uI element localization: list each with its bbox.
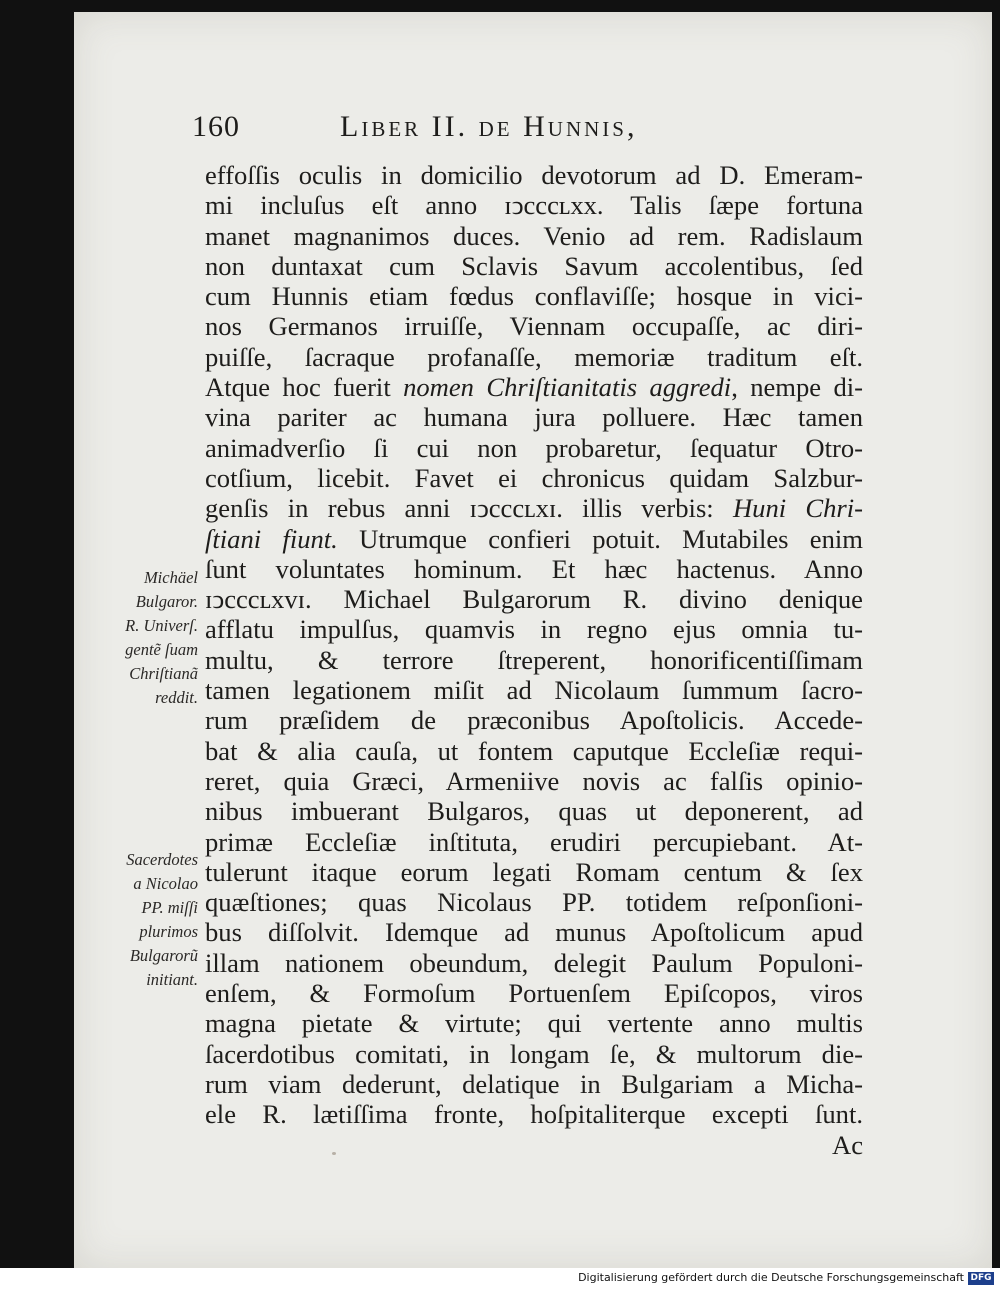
text-line: non duntaxat cum Sclavis Savum accolentibus, ſed [205, 250, 863, 281]
text-line: rum præſidem de præconibus Apoſtolicis. Accede- [205, 705, 863, 736]
italic-phrase: nomen Chriſtianitatis aggredi [403, 372, 732, 403]
text-line: primæ Eccleſiæ inſtituta, erudiri percupiebant. At- [205, 826, 863, 857]
text-line: illam nationem obeundum, delegit Paulum Populoni- [205, 947, 863, 978]
margin-note-line: Chriſtianã [129, 664, 198, 683]
text-line: Ac [831, 1129, 863, 1160]
italic-phrase: ſtiani fiunt. [205, 523, 338, 554]
text-line: ſunt voluntates hominum. Et hæc hactenus. Anno [205, 553, 863, 584]
running-title: Liber II. de Hunnis, [340, 110, 638, 143]
margin-note-michael [98, 566, 198, 710]
text-line: cotſium, licebit. Favet ei chronicus quidam Salzbur- [205, 462, 863, 493]
italic-phrase: Huni Chri- [732, 493, 863, 524]
text-line: tulerunt itaque eorum legati Romam centum & ſex [205, 856, 863, 887]
text-line: ɪↄcccʟxvɪ. Michael Bulgarorum R. divino denique [205, 584, 863, 615]
margin-note-line: R. Univerſ. [125, 616, 198, 635]
text-line: bat & alia cauſa, ut fontem caputque Eccleſiæ requi- [205, 735, 863, 766]
text-line: animadverſio ſi cui non probaretur, ſequatur Otro- [205, 432, 863, 463]
margin-note-line: reddit. [155, 688, 198, 707]
text-line: tamen legationem miſit ad Nicolaum ſummum ſacro- [205, 675, 863, 706]
body-text [205, 160, 863, 1160]
margin-note-line: Sacerdotes [126, 850, 198, 869]
text-line: effoſſis oculis in domicilio devotorum ad D. Emeram- [205, 160, 863, 190]
text-line: manet magnanimos duces. Venio ad rem. Radislaum [205, 220, 863, 251]
text-line: quæſtiones; quas Nicolaus PP. totidem reſponſioni- [205, 887, 863, 918]
page-number: 160 [192, 110, 240, 143]
dfg-logo: DFG [968, 1272, 994, 1285]
text-line: genſis in rebus anni ɪↄcccʟxɪ. illis verbis: Huni Chri- [205, 493, 863, 524]
text-line: ſtiani fiunt. Utrumque confieri potuit. Mutabiles enim [205, 523, 863, 554]
text-line: afflatu impulſus, quamvis in regno ejus omnia tu- [205, 614, 863, 645]
text-line: vina pariter ac humana jura polluere. Hæc tamen [205, 402, 863, 433]
margin-note-line: initiant. [146, 970, 198, 989]
text-line: magna pietate & virtute; qui vertente anno multis [205, 1008, 863, 1039]
margin-note-line: gentẽ ſuam [125, 640, 198, 659]
text-line: nos Germanos irruiſſe, Viennam occupaſſe, ac diri- [205, 311, 863, 342]
text-line: Atque hoc fuerit nomen Chriſtianitatis aggredi, nempe di- [205, 372, 863, 403]
margin-note-line: a Nicolao [133, 874, 198, 893]
text-line: nibus imbuerant Bulgaros, quas ut deponerent, ad [205, 796, 863, 827]
text-line: ſacerdotibus comitati, in longam ſe, & multorum die- [205, 1038, 863, 1069]
margin-note-line: plurimos [139, 922, 198, 941]
page-header [186, 102, 806, 152]
text-line: multu, & terrore ſtreperent, honorificentiſſimam [205, 644, 863, 675]
text-line: rum viam dederunt, delatique in Bulgariam a Micha- [205, 1068, 863, 1099]
text-line: bus diſſolvit. Idemque ad munus Apoſtolicum apud [205, 917, 863, 948]
margin-note-sacerdotes [98, 848, 198, 992]
funding-credit: Digitalisierung gefördert durch die Deutsche Forschungsgemeinschaft [578, 1271, 964, 1284]
text-line: mi incluſus eſt anno ɪↄcccʟxx. Talis ſæpe fortuna [205, 190, 863, 221]
text-line: reret, quia Græci, Armeniive novis ac falſis opinio- [205, 765, 863, 796]
digitization-footer [0, 1268, 1000, 1289]
text-line: puiſſe, ſacraque profanaſſe, memoriæ traditum eſt. [205, 341, 863, 372]
margin-note-line: PP. miſſi [141, 898, 198, 917]
margin-note-line: Bulgarorũ [129, 946, 198, 965]
margin-note-line: Michäel [143, 568, 198, 587]
text-line: enſem, & Formoſum Portuenſem Epiſcopos, viros [205, 978, 863, 1009]
text-line: ele R. lætiſſima fronte, hoſpitaliterque excepti ſunt. [205, 1099, 863, 1130]
margin-note-line: Bulgaror. [135, 592, 198, 611]
text-line: cum Hunnis etiam fœdus conflaviſſe; hosque in vici- [205, 281, 863, 312]
